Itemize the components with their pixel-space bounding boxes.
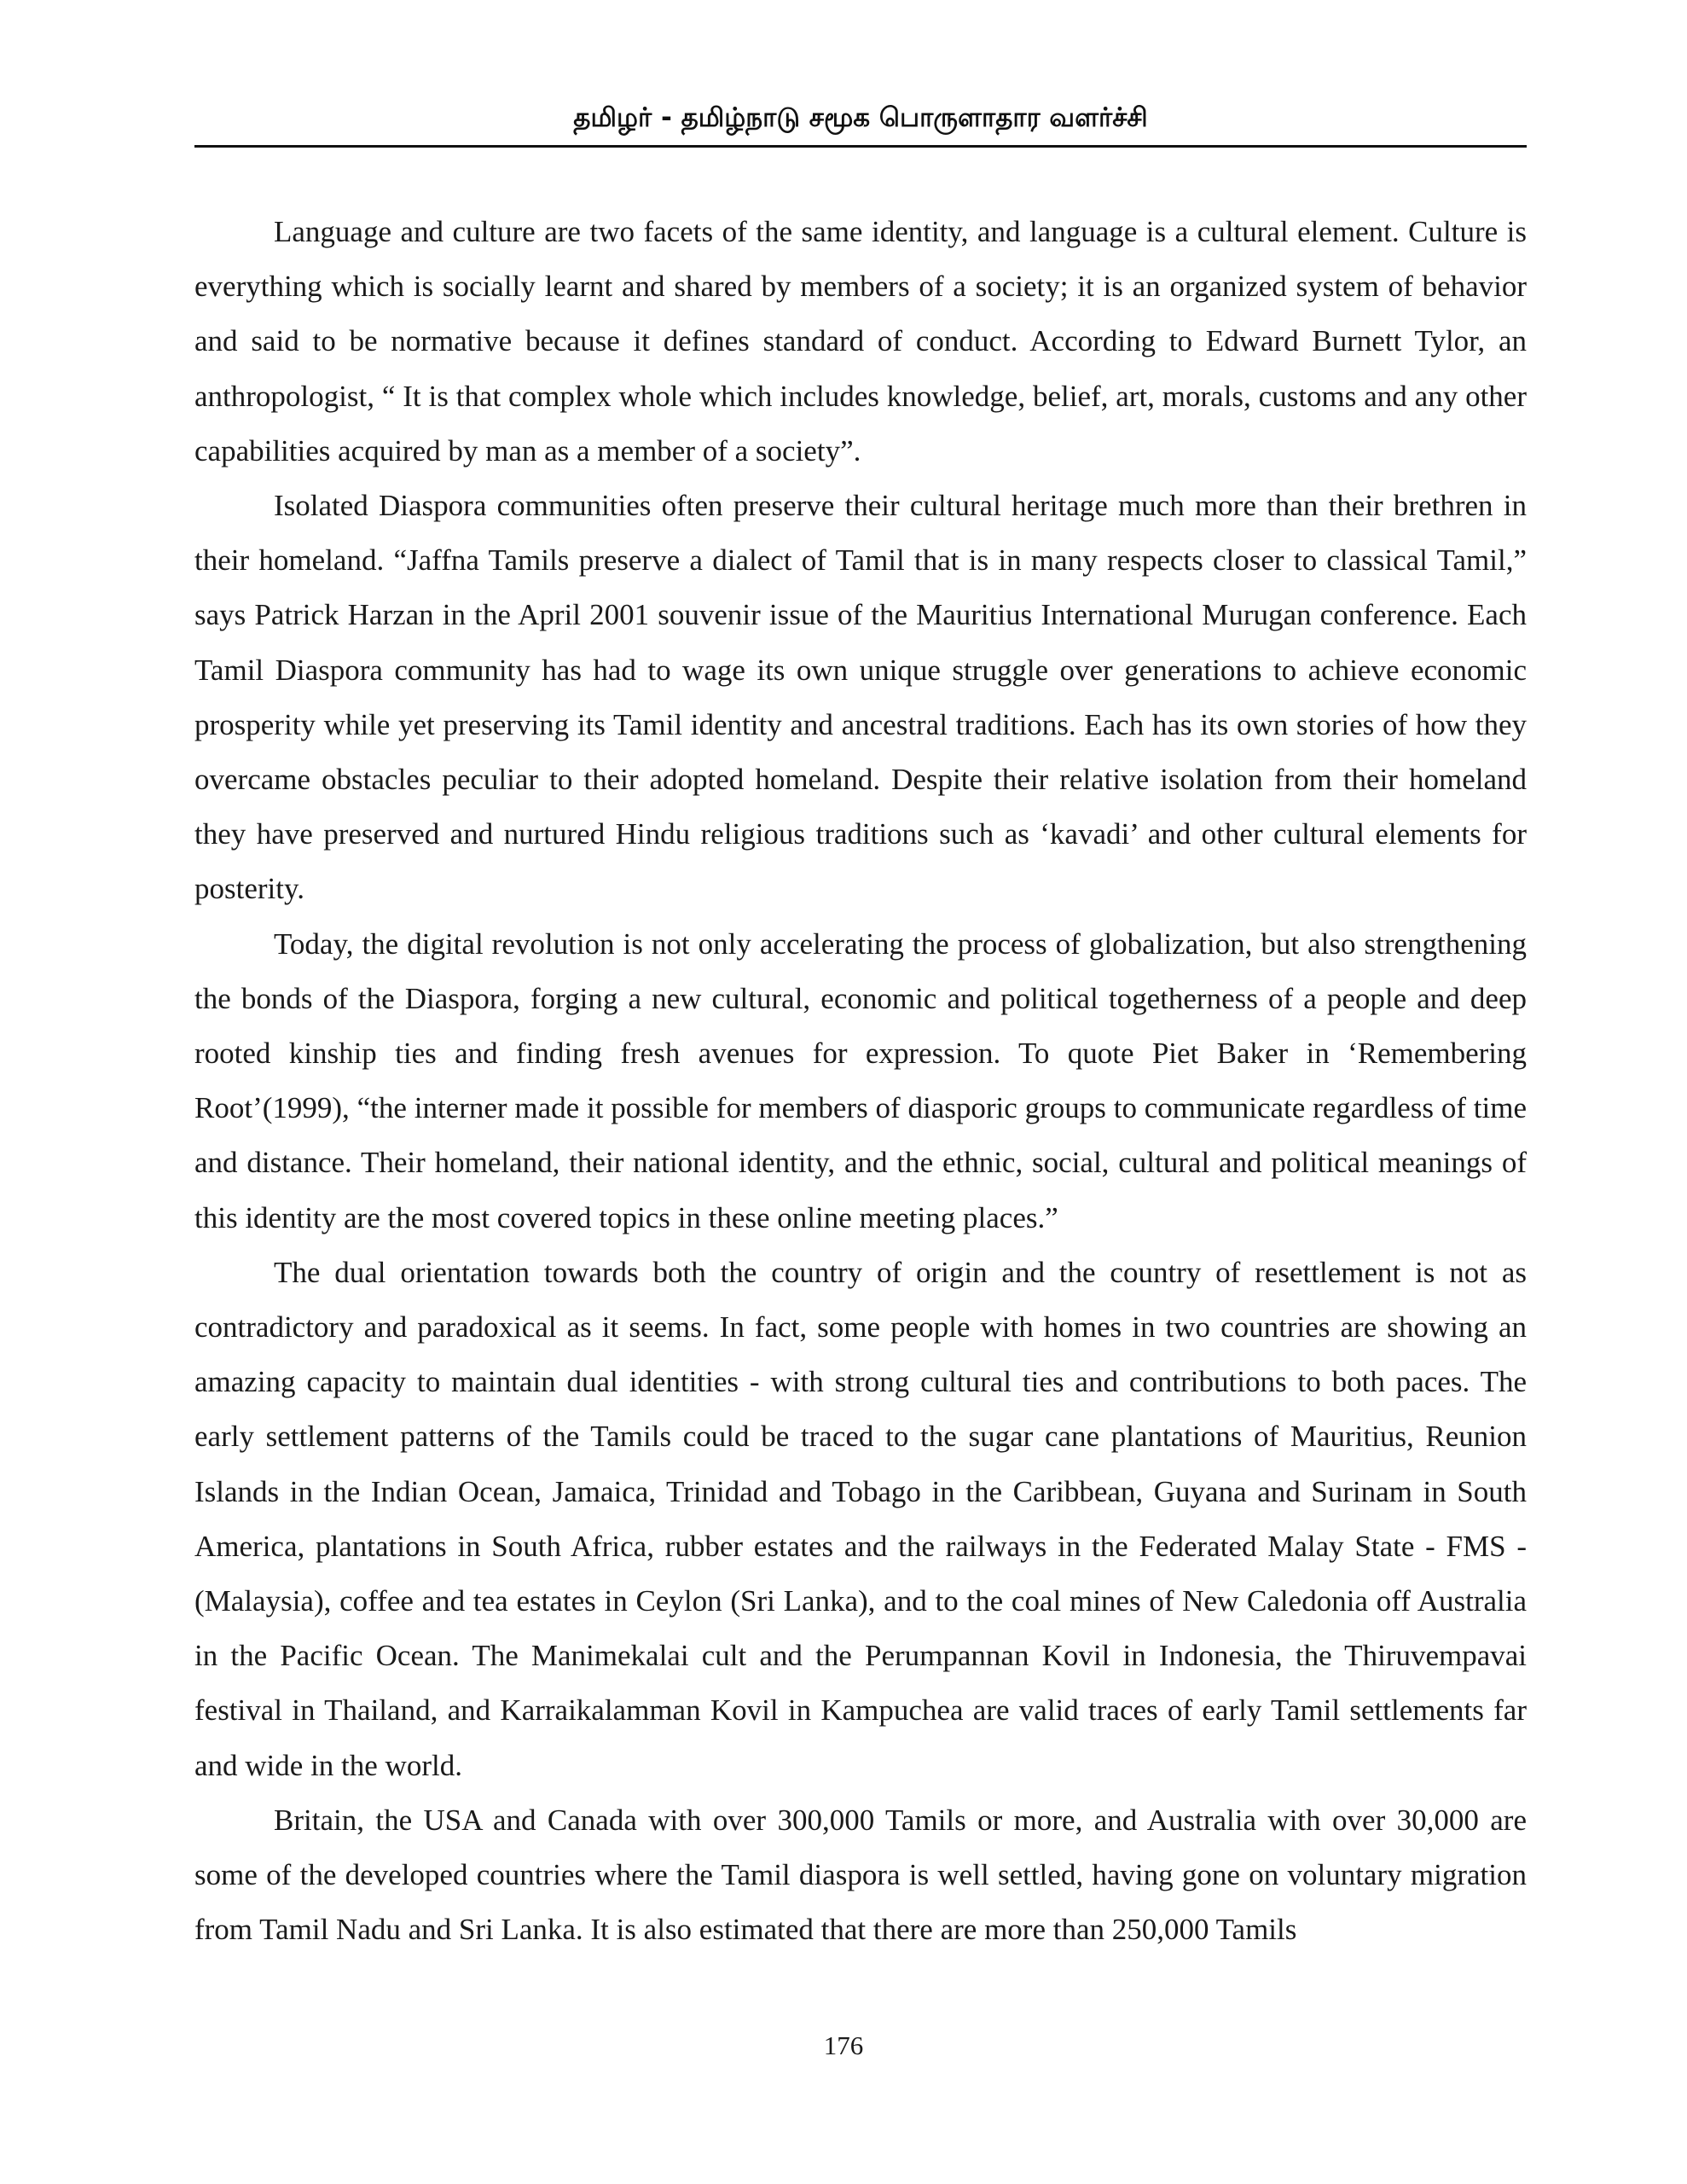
paragraph: Britain, the USA and Canada with over 300,000 Tamils or more, and Australia with over 30,000 are some of the developed countries where the Tamil diaspora is well settled, having gone on voluntary migration from Tamil Nadu and Sri Lanka. It is also estimated that there are more than 250,000 Tamils: [194, 1803, 1527, 1947]
page-number: 176: [823, 2030, 864, 2060]
body-text: [194, 205, 1527, 1958]
header-rule: [194, 145, 1527, 148]
paragraph: Isolated Diaspora communities often preserve their cultural heritage much more than their brethren in their homeland. “Jaffna Tamils preserve a dialect of Tamil that is in many respects closer to classical Tamil,” says Patrick Harzan in the April 2001 souvenir issue of the Mauritius International Murugan conference. Each Tamil Diaspora community has had to wage its own unique struggle over generations to achieve economic prosperity while yet preserving its Tamil identity and ancestral traditions. Each has its own stories of how they overcame obstacles peculiar to their adopted homeland. Despite their relative isolation from their homeland they have preserved and nurtured Hindu religious traditions such as ‘kavadi’ and other cultural elements for posterity.: [194, 489, 1527, 906]
paragraph: Language and culture are two facets of the same identity, and language is a cultural element. Culture is everything which is socially learnt and shared by members of a society; it is an organized system of behavior and said to be normative because it defines standard of conduct. According to Edward Burnett Tylor, an anthropologist, “ It is that complex whole which includes knowledge, belief, art, morals, customs and any other capabilities acquired by man as a member of a society”.: [194, 215, 1527, 468]
paragraph: The dual orientation towards both the country of origin and the country of resettlement is not as contradictory and paradoxical as it seems. In fact, some people with homes in two countries are showing an amazing capacity to maintain dual identities - with strong cultural ties and contributions to both paces. The early settlement patterns of the Tamils could be traced to the sugar cane plantations of Mauritius, Reunion Islands in the Indian Ocean, Jamaica, Trinidad and Tobago in the Caribbean, Guyana and Surinam in South America, plantations in South Africa, rubber estates and the railways in the Federated Malay State - FMS - (Malaysia), coffee and tea estates in Ceylon (Sri Lanka), and to the coal mines of New Caledonia off Australia in the Pacific Ocean. The Manimekalai cult and the Perumpannan Kovil in Indonesia, the Thiruvempavai festival in Thailand, and Karraikalamman Kovil in Kampuchea are valid traces of early Tamil settlements far and wide in the world.: [194, 1255, 1527, 1782]
running-header: தமிழர் - தமிழ்நாடு சமூக பொருளாதார வளர்ச்சி: [573, 102, 1148, 133]
paragraph: Today, the digital revolution is not only accelerating the process of globalization, but also strengthening the bonds of the Diaspora, forging a new cultural, economic and political togetherness of a people and deep rooted kinship ties and finding fresh avenues for expression. To quote Piet Baker in ‘Remembering Root’(1999), “the interner made it possible for members of diasporic groups to communicate regardless of time and distance. Their homeland, their national identity, and the ethnic, social, cultural and political meanings of this identity are the most covered topics in these online meeting places.”: [194, 926, 1527, 1234]
